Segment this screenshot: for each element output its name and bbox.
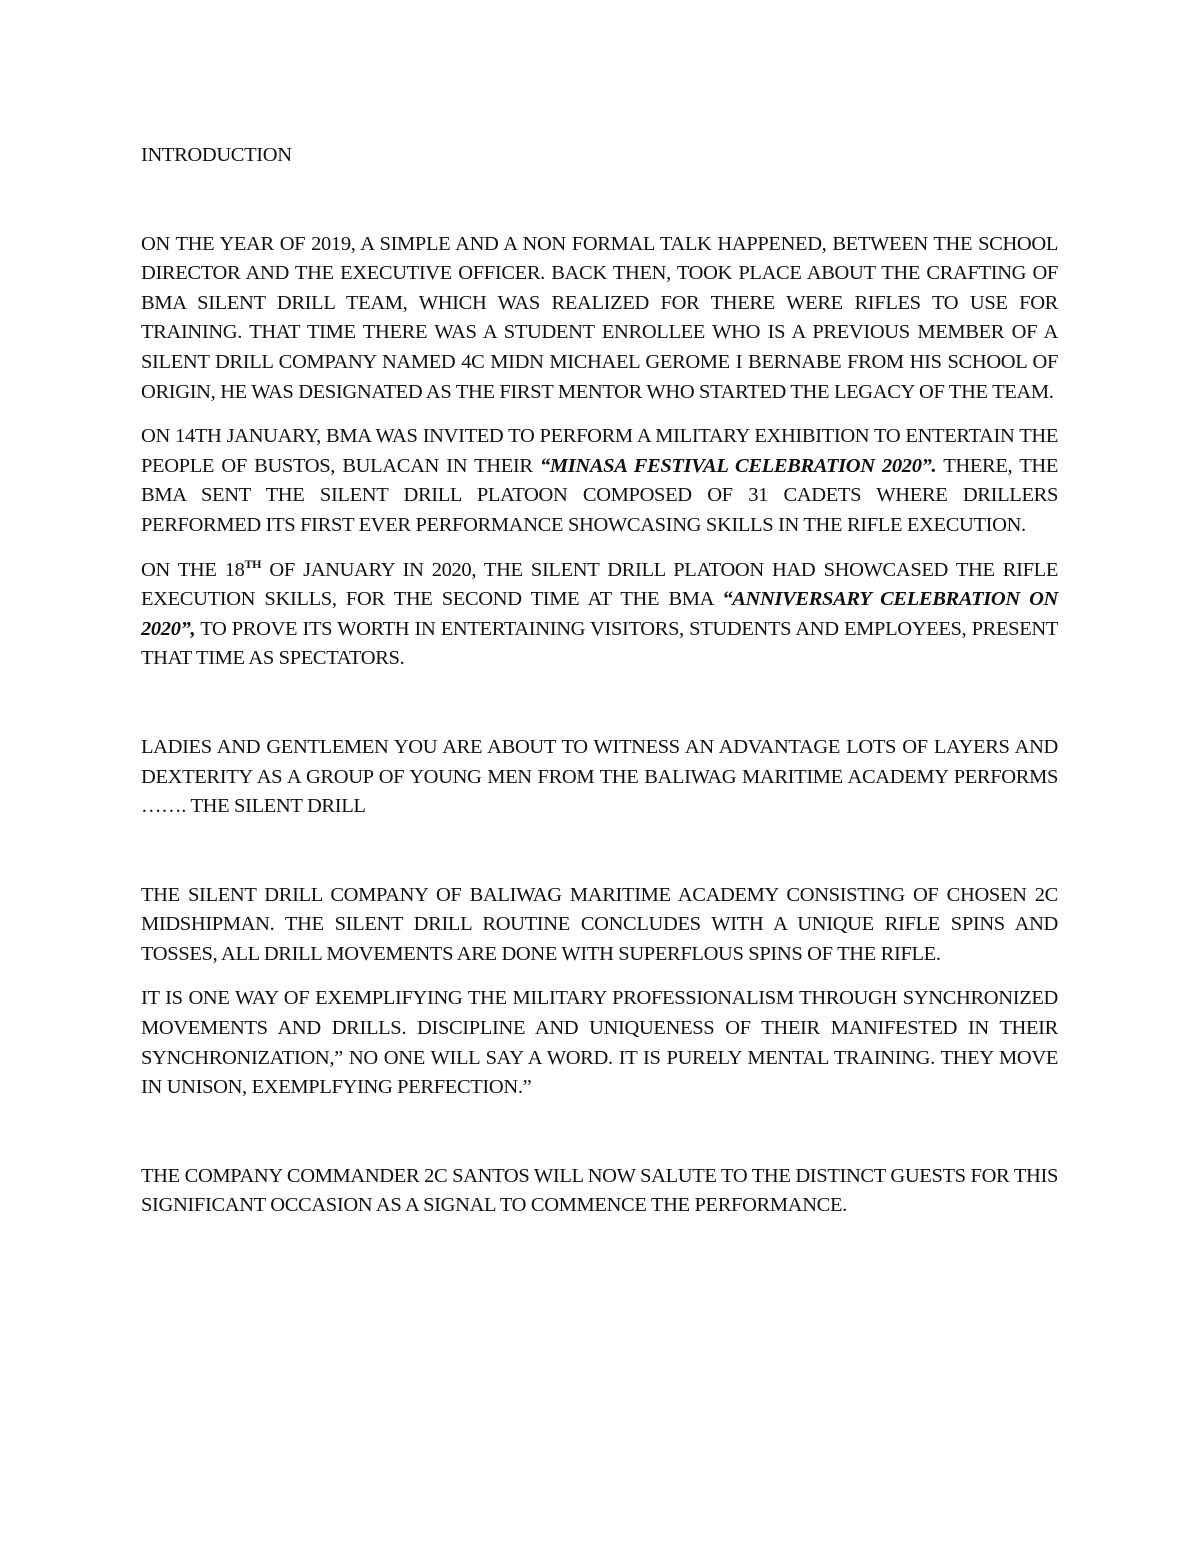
paragraph-commander: THE COMPANY COMMANDER 2C SANTOS WILL NOW SALUTE TO THE DISTINCT GUESTS FOR THIS SIGNIFICANT OCCASION AS A SIGNAL TO COMMENCE THE PERFORMANCE. [141,1164,1058,1217]
paragraph-text: TO PROVE ITS WORTH IN ENTERTAINING VISITORS, STUDENTS AND EMPLOYEES, PRESENT THAT TIME AS SPECTATORS. [141,617,1058,670]
paragraph-minasa-festival [141,422,1058,540]
paragraph-professionalism: IT IS ONE WAY OF EXEMPLIFYING THE MILITARY PROFESSIONALISM THROUGH SYNCHRONIZED MOVEMENTS AND DRILLS. DISCIPLINE AND UNIQUENESS OF THEIR MANIFESTED IN THEIR SYNCHRONIZATION,” NO ONE WILL SAY A WORD. IT IS PURELY MENTAL TRAINING. THEY MOVE IN UNISON, EXEMPLFYING PERFECTION.” [141,987,1058,1099]
document-body [141,141,1058,1221]
event-name-emphasis: “MINASA FESTIVAL CELEBRATION 2020”. [540,454,937,477]
paragraph-anniversary [141,556,1058,674]
event-name-emphasis: “ANNIVERSARY CELEBRATION ON 2020”, [141,588,1058,640]
section-heading: INTRODUCTION [141,144,292,166]
paragraph-origin: ON THE YEAR OF 2019, A SIMPLE AND A NON FORMAL TALK HAPPENED, BETWEEN THE SCHOOL DIRECTOR AND THE EXECUTIVE OFFICER. BACK THEN, TOOK PLACE ABOUT THE CRAFTING OF BMA SILENT DRILL TEAM, WHICH WAS REALIZED FOR THERE WERE RIFLES TO USE FOR TRAINING. THAT TIME THERE WAS A STUDENT ENROLLEE WHO IS A PREVIOUS MEMBER OF A SILENT DRILL COMPANY NAMED 4C MIDN MICHAEL GEROME I BERNABE FROM HIS SCHOOL OF ORIGIN, HE WAS DESIGNATED AS THE FIRST MENTOR WHO STARTED THE LEGACY OF THE TEAM. [141,232,1058,403]
paragraph-announcement: LADIES AND GENTLEMEN YOU ARE ABOUT TO WITNESS AN ADVANTAGE LOTS OF LAYERS AND DEXTERITY AS A GROUP OF YOUNG MEN FROM THE BALIWAG MARITIME ACADEMY PERFORMS ……. THE SILENT DRILL [141,735,1058,818]
paragraph-text: THERE, THE BMA SENT THE SILENT DRILL PLATOON COMPOSED OF 31 CADETS WHERE DRILLERS PERFORMED ITS FIRST EVER PERFORMANCE SHOWCASING SKILLS IN THE RIFLE EXECUTION. [141,454,1058,536]
ordinal-suffix: TH [244,556,262,571]
paragraph-company: THE SILENT DRILL COMPANY OF BALIWAG MARITIME ACADEMY CONSISTING OF CHOSEN 2C MIDSHIPMAN. THE SILENT DRILL ROUTINE CONCLUDES WITH A UNIQUE RIFLE SPINS AND TOSSES, ALL DRILL MOVEMENTS ARE DONE WITH SUPERFLOUS SPINS OF THE RIFLE. [141,883,1058,965]
paragraph-text: ON 14TH JANUARY, BMA WAS INVITED TO PERFORM A MILITARY EXHIBITION TO ENTERTAIN THE PEOPLE OF BUSTOS, BULACAN IN THEIR [141,425,1058,477]
paragraph-text: ON THE 18 [141,558,245,581]
paragraph-text: OF JANUARY IN 2020, THE SILENT DRILL PLATOON HAD SHOWCASED THE RIFLE EXECUTION SKILLS, FOR THE SECOND TIME AT THE BMA [141,558,1059,611]
